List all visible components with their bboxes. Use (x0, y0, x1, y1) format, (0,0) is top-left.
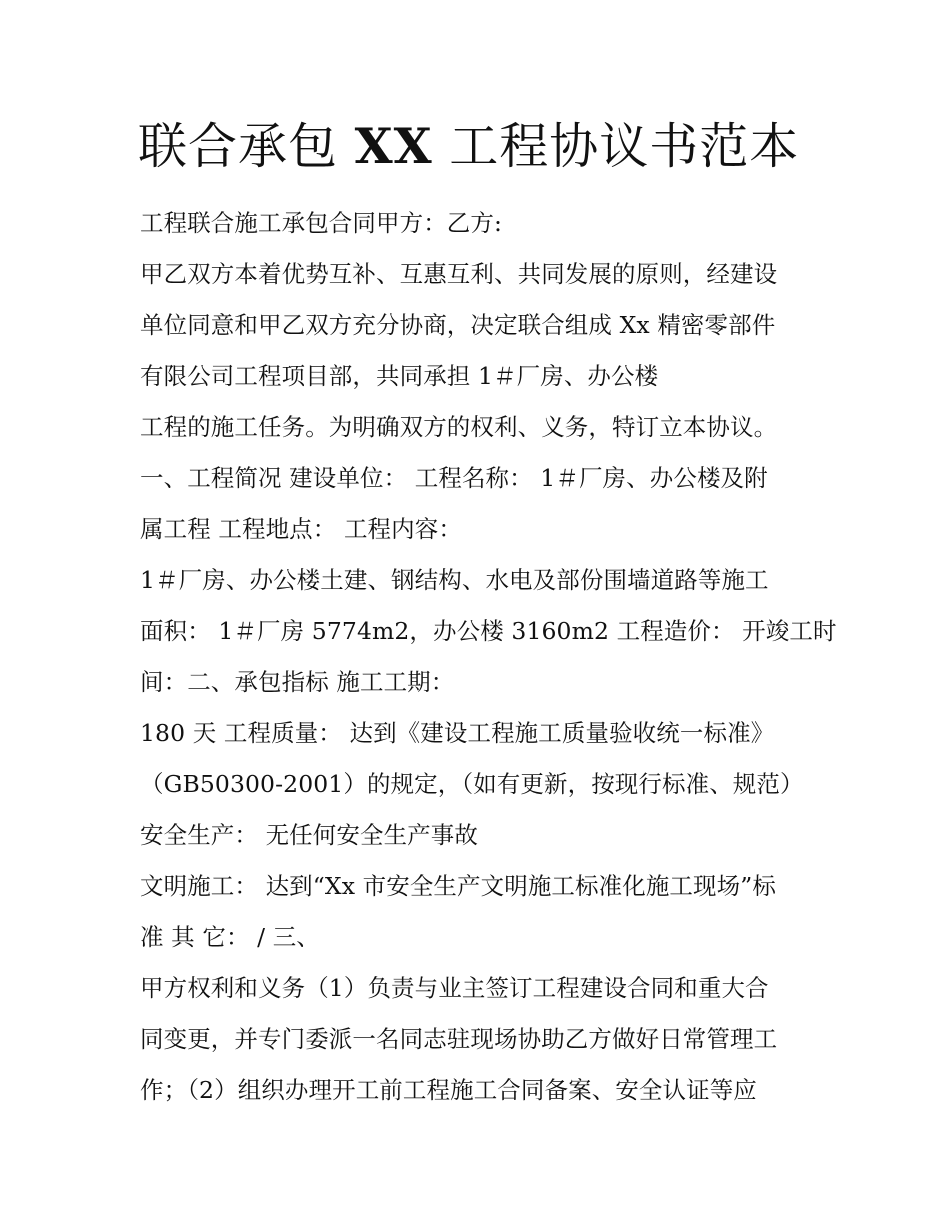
body-line: 1＃厂房、办公楼土建、钢结构、水电及部份围墙道路等施工 (140, 566, 769, 594)
body-line: 间：二、承包指标 施工工期： (140, 668, 455, 696)
body-line: 工程联合施工承包合同甲方：乙方: (140, 209, 503, 237)
body-line: 准 其 它： / 三、 (140, 923, 320, 951)
body-line: 工程的施工任务。为明确双方的权利、义务，特订立本协议。 (140, 413, 778, 441)
title-bold-xx: XX (354, 117, 433, 175)
document-title (138, 116, 799, 177)
body-line: 面积： 1＃厂房 5774m2，办公楼 3160m2 工程造价： 开竣工时 (140, 617, 837, 645)
body-line: （GB50300-2001）的规定，（如有更新，按现行标准、规范） (140, 770, 804, 798)
body-line: 单位同意和甲乙双方充分协商，决定联合组成 Xx 精密零部件 (140, 311, 776, 339)
body-line: 有限公司工程项目部，共同承担 1＃厂房、办公楼 (140, 362, 659, 390)
title-prefix: 联合承包 (138, 118, 355, 175)
body-line: 属工程 工程地点： 工程内容： (140, 515, 462, 543)
body-line: 文明施工： 达到“Xx 市安全生产文明施工标准化施工现场”标 (140, 872, 776, 900)
body-line: 作；（2）组织办理开工前工程施工合同备案、安全认证等应 (140, 1076, 757, 1104)
body-line: 180 天 工程质量： 达到《建设工程施工质量验收统一标准》 (140, 719, 775, 747)
body-line: 同变更，并专门委派一名同志驻现场协助乙方做好日常管理工 (140, 1025, 778, 1053)
body-line: 甲乙双方本着优势互补、互惠互利、共同发展的原则，经建设 (140, 260, 778, 288)
document-body (140, 198, 840, 1116)
title-suffix: 工程协议书范本 (432, 118, 800, 175)
body-line: 一、工程简况 建设单位： 工程名称： 1＃厂房、办公楼及附 (140, 464, 768, 492)
body-line: 甲方权利和义务（1）负责与业主签订工程建设合同和重大合 (140, 974, 769, 1002)
body-line: 安全生产： 无任何安全生产事故 (140, 821, 478, 849)
